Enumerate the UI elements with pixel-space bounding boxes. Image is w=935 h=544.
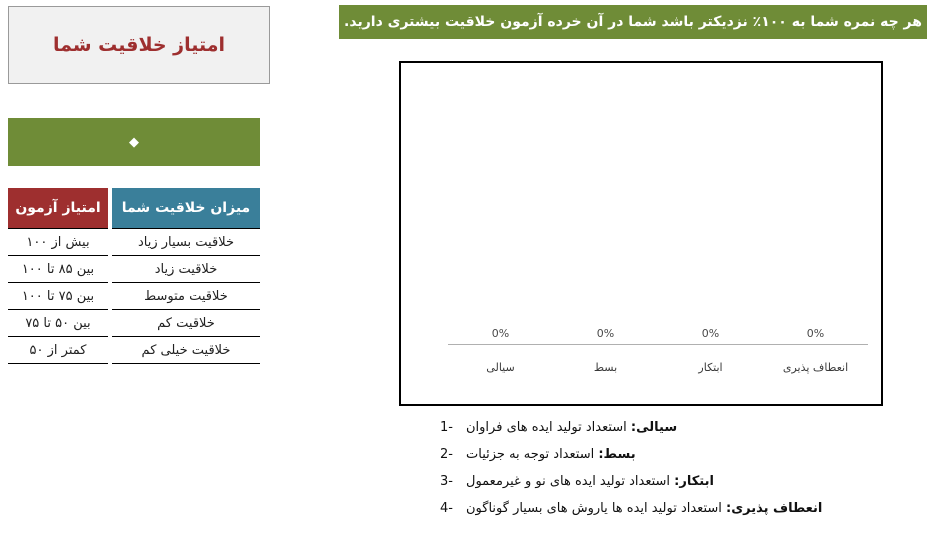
list-item-number: 2-: [440, 447, 453, 462]
chart-plot-area: [401, 63, 881, 344]
chart-bars: [448, 327, 868, 404]
creativity-bar-chart: [399, 61, 883, 406]
list-item: [440, 420, 885, 447]
list-item-number: 3-: [440, 474, 453, 489]
cell-spacer: [108, 256, 112, 283]
cell-level: خلاقیت کم: [112, 310, 260, 337]
list-item-number: 4-: [440, 501, 453, 516]
cell-level: خلاقیت خیلی کم: [112, 337, 260, 364]
cell-score: بین ۷۵ تا ۱۰۰: [8, 283, 108, 310]
bar-column: [763, 327, 868, 404]
score-indicator-bar: [8, 118, 260, 166]
info-banner-text: هر چه نمره شما به ۱۰۰٪ نزدیکتر باشد شما در آن خرده آزمون خلاقیت بیشتری دارید.: [344, 14, 922, 30]
bar-data-label: 0%: [701, 327, 720, 340]
table-row: [8, 310, 260, 337]
cell-spacer: [108, 229, 112, 256]
list-item: [440, 447, 885, 474]
definitions-list: [440, 420, 885, 528]
bar-column: [658, 327, 763, 404]
bar-category-label: بسط: [593, 361, 618, 374]
bar-data-label: 0%: [596, 327, 615, 340]
table-row: [8, 229, 260, 256]
diamond-marker-icon: ◆: [129, 134, 139, 150]
bar-data-label: 0%: [806, 327, 825, 340]
cell-spacer: [108, 283, 112, 310]
bar-column: [553, 327, 658, 404]
list-item-text: ابتکار: استعداد تولید ایده های نو و غیرمعمول: [466, 474, 714, 489]
bar-category-label: ابتکار: [698, 361, 723, 374]
list-item-number: 1-: [440, 420, 453, 435]
cell-score: بین ۵۰ تا ۷۵: [8, 310, 108, 337]
list-item: [440, 474, 885, 501]
table-row: [8, 283, 260, 310]
header-creativity-level: میزان خلاقیت شما: [112, 188, 260, 229]
header-test-score: امتیاز آزمون: [8, 188, 108, 229]
bar-column: [448, 327, 553, 404]
table-row: [8, 337, 260, 364]
list-item-text: بسط: استعداد توجه به جزئیات: [466, 447, 636, 462]
bar-data-label: 0%: [491, 327, 510, 340]
list-item: [440, 501, 885, 528]
cell-level: خلاقیت متوسط: [112, 283, 260, 310]
table-header-row: [8, 188, 260, 229]
info-banner: [339, 5, 927, 39]
list-item-text: سیالی: استعداد تولید ایده های فراوان: [466, 420, 678, 435]
score-legend-table: [8, 188, 260, 364]
cell-score: کمتر از ۵۰: [8, 337, 108, 364]
bar-category-label: سیالی: [486, 361, 515, 374]
cell-spacer: [108, 337, 112, 364]
cell-score: بین ۸۵ تا ۱۰۰: [8, 256, 108, 283]
cell-level: خلاقیت بسیار زیاد: [112, 229, 260, 256]
creativity-score-title-box: [8, 6, 270, 84]
page-title: امتیاز خلاقیت شما: [52, 34, 226, 56]
bar-category-label: انعطاف پذیری: [782, 361, 849, 374]
cell-spacer: [108, 310, 112, 337]
header-spacer: [108, 188, 112, 229]
list-item-text: انعطاف پذیری: استعداد تولید ایده ها یاروش های بسیار گوناگون: [466, 501, 823, 516]
cell-score: بیش از ۱۰۰: [8, 229, 108, 256]
cell-level: خلاقیت زیاد: [112, 256, 260, 283]
table-row: [8, 256, 260, 283]
